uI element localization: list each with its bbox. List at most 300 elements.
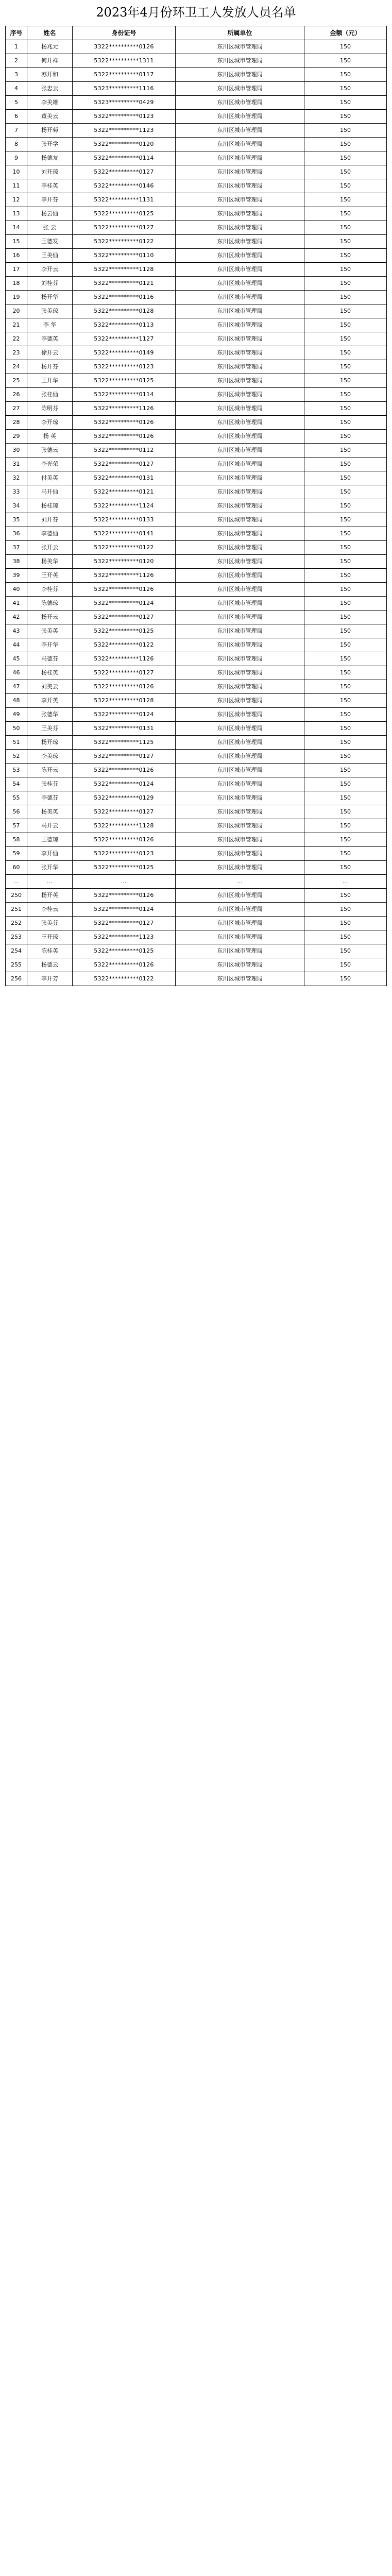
table-row [6, 179, 387, 193]
person-name: 李德英 [27, 332, 73, 346]
roster-body [6, 40, 387, 986]
id-number: 5322**********0146 [73, 179, 176, 193]
amount: 150 [304, 527, 387, 541]
id-number: 5322**********0131 [73, 471, 176, 485]
id-number: 5322**********0123 [73, 360, 176, 374]
row-index: 46 [6, 666, 27, 680]
row-index: 11 [6, 179, 27, 193]
amount: 150 [304, 624, 387, 638]
amount: 150 [304, 40, 387, 54]
person-name: 刘开琼 [27, 165, 73, 179]
row-index: 52 [6, 750, 27, 764]
table-row [6, 471, 387, 485]
person-name: 李德仙 [27, 527, 73, 541]
person-name: 王开琼 [27, 930, 73, 944]
row-index: 36 [6, 527, 27, 541]
person-name: 张忠云 [27, 82, 73, 96]
person-name: 李美琼 [27, 750, 73, 764]
unit-name: 东川区城市管理局 [176, 193, 304, 207]
id-number: 5322**********0110 [73, 249, 176, 263]
row-index: 57 [6, 819, 27, 833]
person-name: 刘桂芬 [27, 277, 73, 291]
row-index: 51 [6, 736, 27, 750]
person-name: 杨美华 [27, 555, 73, 569]
table-row [6, 638, 387, 652]
id-number: 5322**********0127 [73, 165, 176, 179]
row-index: 5 [6, 96, 27, 110]
amount: 150 [304, 736, 387, 750]
row-index: 56 [6, 805, 27, 819]
table-row [6, 68, 387, 82]
row-index: 19 [6, 291, 27, 304]
row-index: 48 [6, 694, 27, 708]
amount: ... [304, 875, 387, 889]
unit-name: 东川区城市管理局 [176, 917, 304, 930]
person-name: 李德芬 [27, 791, 73, 805]
person-name: 陈德琼 [27, 597, 73, 611]
table-row [6, 819, 387, 833]
table-row [6, 805, 387, 819]
id-number: 5322**********0126 [73, 416, 176, 430]
amount: 150 [304, 249, 387, 263]
unit-name: 东川区城市管理局 [176, 805, 304, 819]
amount: 150 [304, 263, 387, 277]
id-number: 5322**********1126 [73, 652, 176, 666]
row-index: 28 [6, 416, 27, 430]
table-row [6, 263, 387, 277]
id-number: 5322**********0127 [73, 221, 176, 235]
id-number: 5322**********1126 [73, 402, 176, 416]
row-index: 22 [6, 332, 27, 346]
person-name: 陈明芬 [27, 402, 73, 416]
id-number: 5322**********0125 [73, 861, 176, 875]
person-name: 杨开芬 [27, 360, 73, 374]
person-name: 杨美英 [27, 805, 73, 819]
id-number: 5322**********0125 [73, 944, 176, 958]
unit-name: 东川区城市管理局 [176, 708, 304, 722]
person-name: 杨开华 [27, 291, 73, 304]
table-row [6, 165, 387, 179]
person-name: 李桂英 [27, 179, 73, 193]
amount: 150 [304, 193, 387, 207]
amount: 150 [304, 82, 387, 96]
row-index: 42 [6, 611, 27, 624]
row-index: 53 [6, 764, 27, 777]
unit-name: 东川区城市管理局 [176, 332, 304, 346]
id-number: 5322**********1311 [73, 54, 176, 68]
amount: 150 [304, 291, 387, 304]
id-number: 5322**********0123 [73, 110, 176, 124]
amount: 150 [304, 221, 387, 235]
amount: 150 [304, 583, 387, 597]
person-name: 李美雄 [27, 96, 73, 110]
table-row [6, 624, 387, 638]
row-index: 29 [6, 430, 27, 444]
table-row [6, 944, 387, 958]
unit-name: 东川区城市管理局 [176, 444, 304, 457]
row-index: 4 [6, 82, 27, 96]
person-name: 马开云 [27, 819, 73, 833]
amount: 150 [304, 569, 387, 583]
row-index: 20 [6, 304, 27, 318]
row-index: 45 [6, 652, 27, 666]
row-index: 30 [6, 444, 27, 457]
table-row [6, 430, 387, 444]
unit-name: 东川区城市管理局 [176, 374, 304, 388]
row-index: 6 [6, 110, 27, 124]
amount: 150 [304, 930, 387, 944]
id-number: 5322**********0124 [73, 777, 176, 791]
table-row [6, 457, 387, 471]
table-row [6, 527, 387, 541]
table-row [6, 318, 387, 332]
unit-name: 东川区城市管理局 [176, 666, 304, 680]
amount: 150 [304, 638, 387, 652]
table-row [6, 611, 387, 624]
unit-name: 东川区城市管理局 [176, 165, 304, 179]
person-name: 杨桂英 [27, 666, 73, 680]
unit-name: 东川区城市管理局 [176, 750, 304, 764]
person-name: 张德华 [27, 708, 73, 722]
unit-name: 东川区城市管理局 [176, 611, 304, 624]
amount: 150 [304, 277, 387, 291]
unit-name: 东川区城市管理局 [176, 54, 304, 68]
amount: 150 [304, 207, 387, 221]
row-index: 14 [6, 221, 27, 235]
amount: 150 [304, 819, 387, 833]
row-index: 55 [6, 791, 27, 805]
row-index: 254 [6, 944, 27, 958]
table-row [6, 138, 387, 151]
person-name: 王美芬 [27, 722, 73, 736]
unit-name: 东川区城市管理局 [176, 277, 304, 291]
unit-name: 东川区城市管理局 [176, 235, 304, 249]
unit-name: 东川区城市管理局 [176, 930, 304, 944]
row-index: 252 [6, 917, 27, 930]
row-index: 31 [6, 457, 27, 471]
table-row [6, 235, 387, 249]
amount: 150 [304, 318, 387, 332]
table-row [6, 722, 387, 736]
id-number: 5322**********0128 [73, 304, 176, 318]
unit-name: 东川区城市管理局 [176, 541, 304, 555]
unit-name: 东川区城市管理局 [176, 291, 304, 304]
row-index: 13 [6, 207, 27, 221]
amount: 150 [304, 764, 387, 777]
id-number: 5322**********0124 [73, 708, 176, 722]
unit-name: 东川区城市管理局 [176, 249, 304, 263]
row-index: 37 [6, 541, 27, 555]
person-name: 张美芬 [27, 917, 73, 930]
id-number: 5322**********0126 [73, 889, 176, 903]
id-number: 5322**********0127 [73, 750, 176, 764]
amount: 150 [304, 54, 387, 68]
row-index: 58 [6, 833, 27, 847]
row-index: 44 [6, 638, 27, 652]
unit-name: 东川区城市管理局 [176, 722, 304, 736]
amount: 150 [304, 110, 387, 124]
unit-name: 东川区城市管理局 [176, 903, 304, 917]
id-number: 5322**********0123 [73, 847, 176, 861]
unit-name: 东川区城市管理局 [176, 457, 304, 471]
amount: 150 [304, 680, 387, 694]
table-row [6, 680, 387, 694]
amount: 150 [304, 541, 387, 555]
table-row [6, 388, 387, 402]
person-name: 张开华 [27, 861, 73, 875]
id-number: 5323**********0429 [73, 96, 176, 110]
amount: 150 [304, 555, 387, 569]
row-index: 18 [6, 277, 27, 291]
amount: 150 [304, 805, 387, 819]
amount: 150 [304, 235, 387, 249]
person-name: 张桂芬 [27, 777, 73, 791]
row-index: 39 [6, 569, 27, 583]
person-name: 陈开云 [27, 764, 73, 777]
table-row [6, 917, 387, 930]
amount: 150 [304, 889, 387, 903]
row-index: 3 [6, 68, 27, 82]
table-row [6, 40, 387, 54]
person-name: 王德琼 [27, 833, 73, 847]
table-row [6, 151, 387, 165]
unit-name: 东川区城市管理局 [176, 652, 304, 666]
id-number: ... [73, 875, 176, 889]
table-row [6, 54, 387, 68]
id-number: 5322**********1131 [73, 193, 176, 207]
id-number: 5322**********1126 [73, 569, 176, 583]
unit-name: 东川区城市管理局 [176, 360, 304, 374]
table-row [6, 972, 387, 986]
id-number: 3322**********0126 [73, 40, 176, 54]
unit-name: 东川区城市管理局 [176, 138, 304, 151]
table-row [6, 736, 387, 750]
row-index: ... [6, 875, 27, 889]
row-index: 250 [6, 889, 27, 903]
id-number: 5322**********0127 [73, 457, 176, 471]
row-index: 38 [6, 555, 27, 569]
id-number: 5322**********0131 [73, 722, 176, 736]
amount: 150 [304, 304, 387, 318]
unit-name: 东川区城市管理局 [176, 96, 304, 110]
person-name: 杨德友 [27, 151, 73, 165]
id-number: 5322**********0126 [73, 833, 176, 847]
unit-name: 东川区城市管理局 [176, 944, 304, 958]
unit-name: 东川区城市管理局 [176, 40, 304, 54]
id-number: 5322**********0113 [73, 318, 176, 332]
unit-name: 东川区城市管理局 [176, 124, 304, 138]
person-name: 杨开英 [27, 889, 73, 903]
person-name: 付美英 [27, 471, 73, 485]
person-name: 陈桂英 [27, 944, 73, 958]
unit-name: 东川区城市管理局 [176, 597, 304, 611]
row-index: 15 [6, 235, 27, 249]
row-index: 59 [6, 847, 27, 861]
unit-name: 东川区城市管理局 [176, 499, 304, 513]
id-number: 5322**********1128 [73, 819, 176, 833]
table-row [6, 499, 387, 513]
unit-name: 东川区城市管理局 [176, 819, 304, 833]
unit-name: 东川区城市管理局 [176, 527, 304, 541]
id-number: 5322**********0122 [73, 235, 176, 249]
table-row [6, 889, 387, 903]
unit-name: 东川区城市管理局 [176, 416, 304, 430]
row-index: 40 [6, 583, 27, 597]
amount: 150 [304, 833, 387, 847]
table-row [6, 708, 387, 722]
id-number: 5322**********0114 [73, 388, 176, 402]
amount: 150 [304, 694, 387, 708]
amount: 150 [304, 165, 387, 179]
row-index: 10 [6, 165, 27, 179]
unit-name: 东川区城市管理局 [176, 569, 304, 583]
row-index: 27 [6, 402, 27, 416]
person-name: 杨兆元 [27, 40, 73, 54]
table-row [6, 875, 387, 889]
unit-name: 东川区城市管理局 [176, 68, 304, 82]
amount: 150 [304, 332, 387, 346]
person-name: 王德发 [27, 235, 73, 249]
table-row [6, 96, 387, 110]
row-index: 25 [6, 374, 27, 388]
person-name: 王开英 [27, 569, 73, 583]
unit-name: 东川区城市管理局 [176, 513, 304, 527]
id-number: 5322**********1123 [73, 930, 176, 944]
row-index: 251 [6, 903, 27, 917]
table-row [6, 402, 387, 416]
id-number: 5322**********0126 [73, 764, 176, 777]
row-index: 47 [6, 680, 27, 694]
table-row [6, 791, 387, 805]
person-name: 刘开芬 [27, 513, 73, 527]
amount: 150 [304, 499, 387, 513]
row-index: 54 [6, 777, 27, 791]
row-index: 17 [6, 263, 27, 277]
person-name: 李开华 [27, 638, 73, 652]
unit-name: 东川区城市管理局 [176, 471, 304, 485]
row-index: 7 [6, 124, 27, 138]
table-row [6, 652, 387, 666]
person-name: 李开仙 [27, 847, 73, 861]
row-index: 9 [6, 151, 27, 165]
id-number: 5322**********0125 [73, 207, 176, 221]
unit-name: 东川区城市管理局 [176, 179, 304, 193]
person-name: 何开祥 [27, 54, 73, 68]
id-number: 5322**********0127 [73, 611, 176, 624]
table-row [6, 833, 387, 847]
person-name: 杨桂琼 [27, 499, 73, 513]
row-index: 253 [6, 930, 27, 944]
amount: 150 [304, 972, 387, 986]
row-index: 34 [6, 499, 27, 513]
row-index: 255 [6, 958, 27, 972]
person-name: 刘美云 [27, 680, 73, 694]
person-name: 李开云 [27, 263, 73, 277]
amount: 150 [304, 611, 387, 624]
person-name: 董美云 [27, 110, 73, 124]
table-row [6, 903, 387, 917]
id-number: 5322**********0122 [73, 972, 176, 986]
unit-name: 东川区城市管理局 [176, 555, 304, 569]
table-row [6, 569, 387, 583]
table-row [6, 291, 387, 304]
amount: 150 [304, 68, 387, 82]
unit-name: 东川区城市管理局 [176, 680, 304, 694]
table-row [6, 694, 387, 708]
row-index: 33 [6, 485, 27, 499]
person-name: 王开华 [27, 374, 73, 388]
amount: 150 [304, 416, 387, 430]
id-number: 5322**********0126 [73, 958, 176, 972]
table-row [6, 374, 387, 388]
person-name: 李桂芬 [27, 583, 73, 597]
amount: 150 [304, 847, 387, 861]
amount: 150 [304, 388, 387, 402]
person-name: ... [27, 875, 73, 889]
id-number: 5322**********0126 [73, 430, 176, 444]
column-header-amount: 金额（元） [304, 26, 387, 40]
unit-name: 东川区城市管理局 [176, 583, 304, 597]
person-name: 杨德云 [27, 958, 73, 972]
id-number: 5322**********0127 [73, 666, 176, 680]
unit-name: 东川区城市管理局 [176, 847, 304, 861]
amount: 150 [304, 402, 387, 416]
id-number: 5322**********0126 [73, 583, 176, 597]
person-name: 张美英 [27, 624, 73, 638]
id-number: 5322**********0117 [73, 68, 176, 82]
table-row [6, 583, 387, 597]
header-row [6, 26, 387, 40]
unit-name: 东川区城市管理局 [176, 304, 304, 318]
row-index: 12 [6, 193, 27, 207]
table-row [6, 277, 387, 291]
table-row [6, 193, 387, 207]
person-name: 李桂云 [27, 903, 73, 917]
id-number: 5322**********1128 [73, 263, 176, 277]
amount: 150 [304, 360, 387, 374]
amount: 150 [304, 861, 387, 875]
person-name: 杨 英 [27, 430, 73, 444]
id-number: 5323**********1116 [73, 82, 176, 96]
amount: 150 [304, 430, 387, 444]
unit-name: 东川区城市管理局 [176, 736, 304, 750]
amount: 150 [304, 597, 387, 611]
id-number: 5322**********0128 [73, 694, 176, 708]
amount: 150 [304, 444, 387, 457]
unit-name: 东川区城市管理局 [176, 110, 304, 124]
person-name: 张桂仙 [27, 388, 73, 402]
row-index: 16 [6, 249, 27, 263]
unit-name: 东川区城市管理局 [176, 207, 304, 221]
amount: 150 [304, 471, 387, 485]
amount: 150 [304, 777, 387, 791]
id-number: 5322**********1123 [73, 124, 176, 138]
id-number: 5322**********0122 [73, 638, 176, 652]
person-name: 杨开菊 [27, 124, 73, 138]
person-name: 张开学 [27, 138, 73, 151]
person-name: 李光荣 [27, 457, 73, 471]
amount: 150 [304, 138, 387, 151]
table-row [6, 332, 387, 346]
amount: 150 [304, 750, 387, 764]
unit-name: 东川区城市管理局 [176, 777, 304, 791]
person-name: 李开英 [27, 694, 73, 708]
id-number: 5322**********0121 [73, 485, 176, 499]
id-number: 5322**********0120 [73, 138, 176, 151]
amount: 150 [304, 457, 387, 471]
unit-name: ... [176, 875, 304, 889]
amount: 150 [304, 791, 387, 805]
